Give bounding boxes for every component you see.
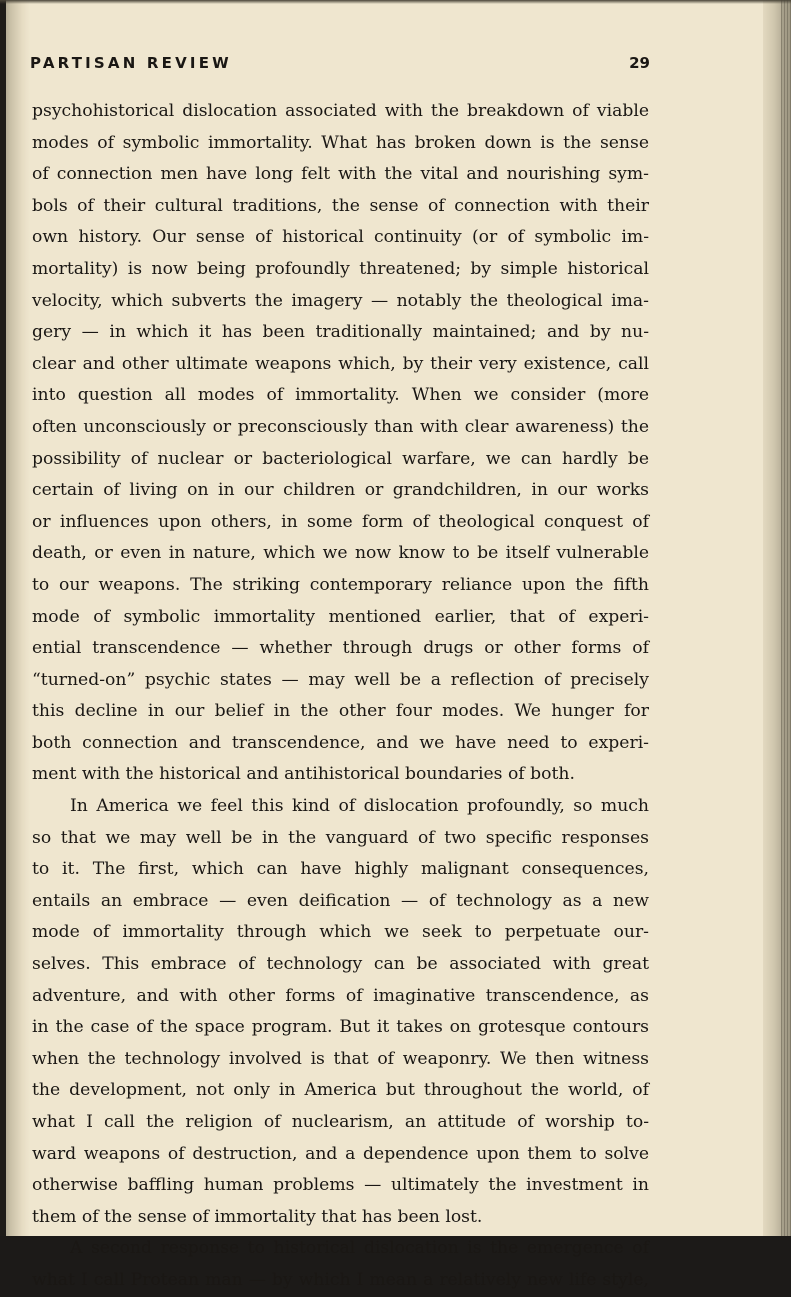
text-line: what I call Protean man — by which I mean a relatively new life style,	[32, 1269, 649, 1290]
text-line: mode of symbolic immortality mentioned earlier, that of experi-	[32, 606, 649, 627]
text-line: selves. This embrace of technology can be associated with great	[32, 954, 649, 975]
text-line: possibility of nuclear or bacteriological warfare, we can hardly be	[32, 448, 649, 469]
text-line: the development, not only in America but throughout the world, of	[32, 1080, 649, 1101]
text-line: this decline in our belief in the other four modes. We hunger for	[32, 701, 649, 722]
text-line: certain of living on in our children or grandchildren, in our works	[32, 480, 649, 501]
text-line: in the case of the space program. But it takes on grotesque contours	[32, 1017, 649, 1038]
journal-title: PARTISAN REVIEW	[30, 54, 232, 72]
text-line: when the technology involved is that of weaponry. We then witness	[32, 1048, 649, 1069]
running-head	[30, 54, 650, 76]
text-line: gery — in which it has been traditionally maintained; and by nu-	[32, 322, 649, 343]
text-line: or influences upon others, in some form of theological conquest of	[32, 511, 649, 532]
text-line: ward weapons of destruction, and a dependence upon them to solve	[32, 1143, 649, 1164]
text-line: death, or even in nature, which we now know to be itself vulnerable	[32, 543, 649, 564]
page-number: 29	[629, 54, 650, 72]
text-line: to our weapons. The striking contemporary reliance upon the fifth	[32, 574, 649, 595]
body-text	[32, 96, 649, 1297]
top-page-edge	[0, 0, 791, 4]
text-line: ment with the historical and antihistorical boundaries of both.	[32, 764, 575, 785]
text-line: both connection and transcendence, and we have need to experi-	[32, 732, 649, 753]
page-stack-edge	[781, 0, 791, 1236]
text-line: psychohistorical dislocation associated with the breakdown of viable	[32, 101, 649, 121]
text-line: bols of their cultural traditions, the sense of connection with their	[32, 195, 649, 216]
text-line: of connection men have long felt with the vital and nourishing sym-	[32, 164, 649, 185]
paragraph-2	[32, 791, 649, 1233]
left-page-edge	[0, 0, 6, 1236]
text-line: often unconsciously or preconsciously than with clear awareness) the	[32, 416, 649, 437]
text-line: In America we feel this kind of dislocation profoundly, so much	[70, 796, 649, 817]
paragraph-1	[32, 96, 649, 791]
text-line: ential transcendence — whether through drugs or other forms of	[32, 638, 649, 659]
paragraph-3	[32, 1233, 649, 1296]
text-line: modes of symbolic immortality. What has broken down is the sense	[32, 132, 649, 153]
text-line: A second response to historical dislocation is the emergence of	[70, 1238, 649, 1259]
text-line: what I call the religion of nuclearism, an attitude of worship to-	[32, 1112, 649, 1132]
text-line: “turned-on” psychic states — may well be a reflection of precisely	[32, 669, 649, 690]
text-line: own history. Our sense of historical continuity (or of symbolic im-	[32, 227, 649, 248]
text-line: entails an embrace — even deification — of technology as a new	[32, 890, 649, 911]
text-line: to it. The first, which can have highly malignant consequences,	[32, 859, 649, 880]
text-line: them of the sense of immortality that has been lost.	[32, 1206, 483, 1227]
text-line: so that we may well be in the vanguard of two specific responses	[32, 827, 649, 848]
text-line: adventure, and with other forms of imaginative transcendence, as	[32, 985, 649, 1006]
text-line: otherwise baffling human problems — ultimately the investment in	[32, 1175, 649, 1196]
text-line: mortality) is now being profoundly threatened; by simple historical	[32, 258, 649, 279]
text-line: clear and other ultimate weapons which, by their very existence, call	[32, 353, 649, 374]
text-line: into question all modes of immortality. When we consider (more	[32, 385, 649, 406]
text-line: mode of immortality through which we seek to perpetuate our-	[32, 922, 649, 943]
text-line: velocity, which subverts the imagery — notably the theological ima-	[32, 290, 649, 311]
